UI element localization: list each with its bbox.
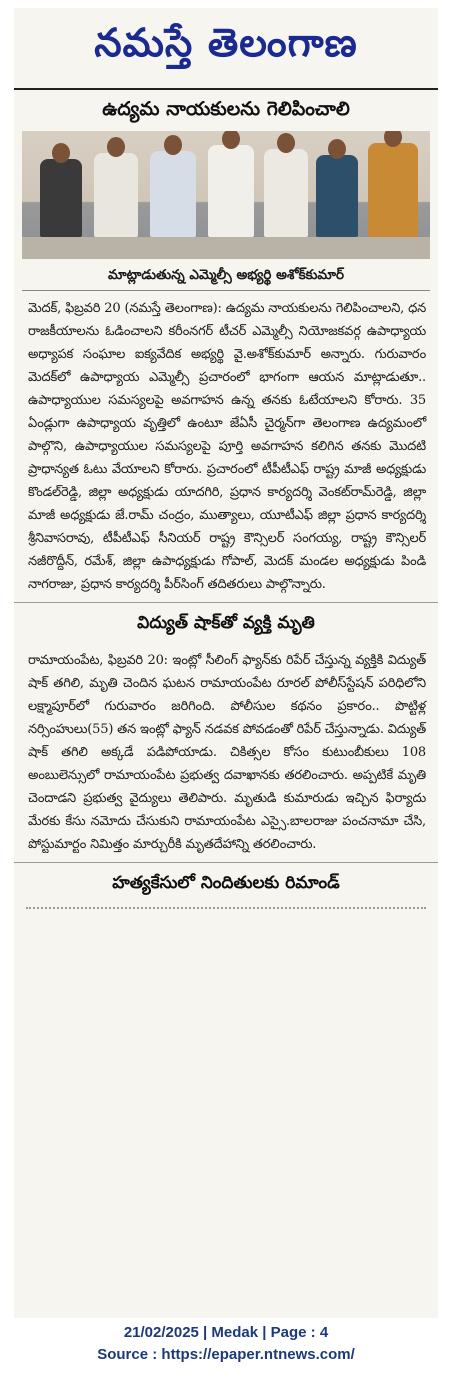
footer-date-line: 21/02/2025 | Medak | Page : 4 — [123, 1324, 329, 1341]
masthead-title: నమస్తే తెలంగాణ — [94, 21, 358, 66]
photo-caption: మాట్లాడుతున్న ఎమ్మెల్సీ అభ్యర్థి అశోక్‌కుమార్ — [22, 263, 430, 291]
article2-body: రామాయంపేట, ఫిబ్రవరి 20: ఇంట్లో సీలింగ్ ఫ్యాన్‌కు రిపేర్ చేస్తున్న వ్యక్తికి విద్యుత్ షాక్ తగిలి, మృతి చెందిన ఘటన రామాయంపేట రూరల్ పోలీస్‌స్టేషన్ పరిధిలోని లక్ష్మాపూర్‌లో గురువారం జరిగింది. పోలీసుల కథనం ప్రకారం.. పొట్టిళ్ల నర్సింహులు(55) తన ఇంట్లో ఫ్యాన్ నడవక పోవడంతో రిపేర్ చేస్తున్నాడు. విద్యుత్ షాక్ తగిలి అక్కడే పడిపోయాడు. చికిత్సల కోసం కుటుంబీకులు 108 అంబులెన్సులో రామాయంపేట ప్రభుత్వ దవాఖానకు తరలించారు. అప్పటికే మృతి చెందాడని ప్రభుత్వ వైద్యులు తెలిపారు. మృతుడి కుమారుడు ఇచ్చిన ఫిర్యాదు మేరకు కేసు నమోదు చేసుకుని రామాయంపేట ఎస్సై.బాలరాజు పంచనామా చేసి, పోస్టుమార్టం నిమిత్తం మార్చురీకి మృతదేహాన్ని తరలించారు. — [28, 653, 426, 852]
article1-headline: ఉద్యమ నాయకులను గెలిపించాలి — [102, 98, 350, 120]
footer-source-line: Source : https://epaper.ntnews.com/ — [97, 1346, 355, 1363]
article1-photo — [22, 131, 430, 259]
newspaper-clipping — [14, 8, 438, 1318]
cut-off-text — [26, 907, 426, 927]
footer — [0, 1322, 452, 1366]
article3-headline: హత్యకేసులో నిందితులకు రిమాండ్ — [14, 862, 438, 903]
article2-headline: విద్యుత్ షాక్‌తో వ్యక్తి మృతి — [14, 602, 438, 643]
article1-body: మెదక్, ఫిబ్రవరి 20 (నమస్తే తెలంగాణ): ఉద్యమ నాయకులను గెలిపించాలని, ధన రాజకీయాలను ఓడించాలని కరీంనగర్ టీచర్ ఎమ్మెల్సీ నియోజకవర్గ ఉపాధ్యాయ అధ్యాపక సంఘాల ఐక్యవేదిక అభ్యర్థి వై.అశోక్‌కుమార్ అన్నారు. గురువారం మెదక్‌లో ఉపాధ్యాయ ఎమ్మెల్సీ ప్రచారంలో భాగంగా ఆయన మాట్లాడుతూ.. ఉపాధ్యాయుల సమస్యలపై అవగాహన ఉన్న తనకు ఓటేయాలని కోరారు. 35 ఏండ్లుగా ఉపాధ్యాయ వృత్తిలో ఉంటూ జేఏసీ చైర్మన్‌గా తెలంగాణ ఉద్యమంలో పాల్గొని, ఉపాధ్యాయుల సమస్యలపై పూర్తి అవగాహన కలిగిన తనకు మొదటి ప్రాధాన్యత ఓటు వేయాలని కోరారు. ప్రచారంలో టీపీటీఎఫ్ రాష్ట్ర మాజీ అధ్యక్షుడు కొండల్‌రెడ్డి, జిల్లా అధ్యక్షుడు యాదగిరి, ప్రధాన కార్యదర్శి వెంకట్‌రామ్‌రెడ్డి, జిల్లా మాజీ అధ్యక్షుడు జే.రామ్ చంద్రం, ముత్యాలు, యూటీఎఫ్ జిల్లా ప్రధాన కార్యదర్శి శ్రీనివాసరావు, టీపీటీఎఫ్ సీనియర్ రాష్ట్ర కౌన్సిలర్ సంగయ్య, రాష్ట్ర కౌన్సిలర్ నజీరొద్దీన్, రమేశ్, జిల్లా ఉపాధ్యక్షుడు గోపాల్, మెదక్ మండల అధ్యక్షుడు పిండి నాగరాజు, ప్రధాన కార్యదర్శి పీర్‌సింగ్ తదితరులు పాల్గొన్నారు. — [28, 301, 426, 592]
masthead — [14, 8, 438, 90]
